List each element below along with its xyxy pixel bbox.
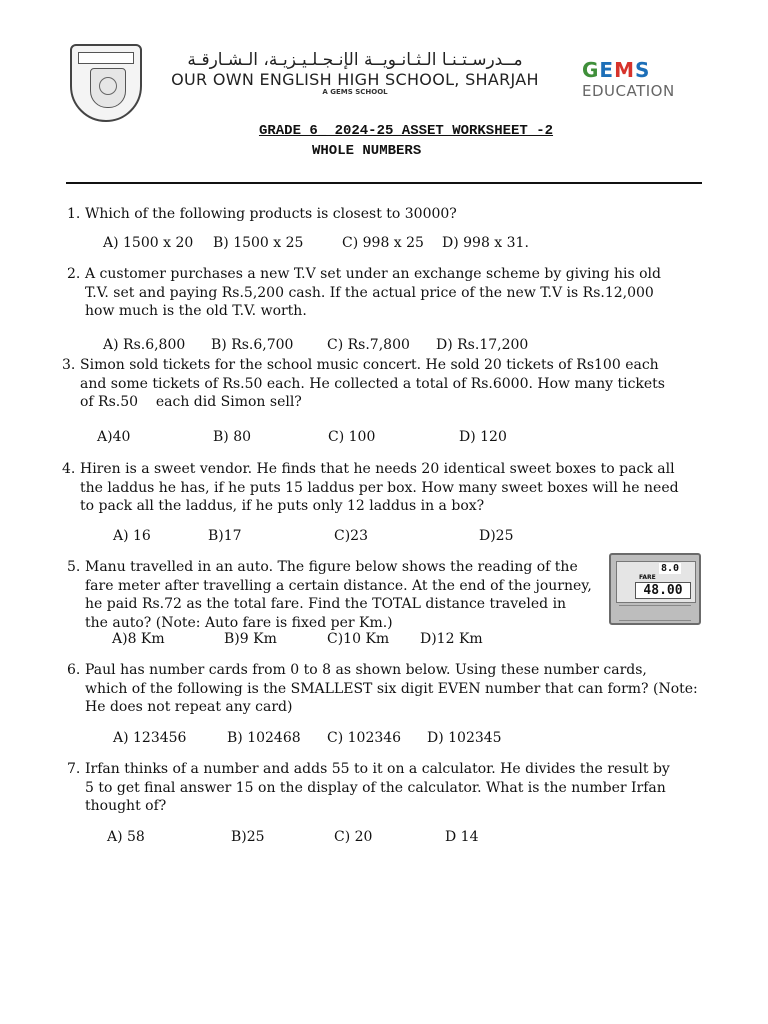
question-line: Hiren is a sweet vendor. He finds that he needs 20 identical sweet boxes to pack all: [80, 461, 675, 477]
question-line: he paid Rs.72 as the total fare. Find the TOTAL distance traveled in: [85, 596, 567, 612]
question-line: fare meter after travelling a certain distance. At the end of the journey,: [85, 577, 592, 594]
option-d: D) 102345: [427, 730, 502, 746]
option-b: B)17: [208, 528, 242, 544]
question-line: A customer purchases a new T.V set under an exchange scheme by giving his old: [85, 266, 661, 282]
question-line: and some tickets of Rs.50 each. He collected a total of Rs.6000. How many tickets: [80, 375, 665, 392]
question-line: Simon sold tickets for the school music concert. He sold 20 tickets of Rs100 each: [80, 357, 659, 373]
fare-meter-image: [609, 553, 701, 625]
question-line: Irfan thinks of a number and adds 55 to it on a calculator. He divides the result by: [85, 761, 670, 777]
header-divider: [66, 182, 702, 184]
meter-distance: 8.0: [660, 563, 679, 574]
question-line: how much is the old T.V. worth.: [85, 303, 307, 319]
option-c: C) 100: [328, 429, 376, 445]
option-a: A) 16: [113, 528, 151, 544]
question-line: to pack all the laddus, if he puts only 12 laddus in a box?: [80, 498, 485, 514]
question-number: 7.: [67, 761, 81, 777]
option-c: C) Rs.7,800: [327, 337, 410, 353]
option-a: A) 1500 x 20: [103, 235, 194, 251]
option-a: A) 123456: [113, 730, 187, 746]
option-c: C) 998 x 25: [342, 235, 424, 251]
worksheet-subtitle: WHOLE NUMBERS: [312, 143, 422, 159]
option-a: A)8 Km: [112, 631, 165, 647]
meter-amount: 48.00: [635, 582, 691, 599]
question-line: thought of?: [85, 798, 167, 814]
gems-logo: GEMS: [582, 58, 651, 82]
question-line: which of the following is the SMALLEST six digit EVEN number that can form? (Note:: [85, 680, 698, 697]
school-subtitle: A GEMS SCHOOL: [322, 88, 388, 96]
option-c: C) 102346: [327, 730, 402, 746]
option-d: D)25: [479, 528, 514, 544]
school-name-arabic: مــدرسـتـنـا الـثـانـويــة الإنـجـلـيـزيـة، الـشـارقـة: [187, 50, 523, 70]
option-c: C)10 Km: [327, 631, 390, 647]
school-name: OUR OWN ENGLISH HIGH SCHOOL, SHARJAH: [171, 70, 539, 89]
question-line: He does not repeat any card): [85, 699, 293, 715]
option-d: D) 120: [459, 429, 507, 445]
question-line: Which of the following products is closest to 30000?: [85, 206, 457, 222]
option-a: A) 58: [107, 829, 145, 845]
question-line: Manu travelled in an auto. The figure below shows the reading of the: [85, 559, 578, 575]
option-d: D) 998 x 31.: [442, 235, 529, 251]
question-number: 6.: [67, 662, 81, 678]
question-number: 4.: [62, 461, 76, 477]
option-c: C)23: [334, 528, 368, 544]
option-b: B) 1500 x 25: [213, 235, 304, 251]
question-line: of Rs.50 each did Simon sell?: [80, 394, 302, 410]
option-a: A)40: [97, 429, 131, 445]
option-d: D 14: [445, 829, 479, 845]
question-number: 5.: [67, 559, 81, 575]
question-line: 5 to get final answer 15 on the display of the calculator. What is the number Irfan: [85, 779, 666, 796]
worksheet-title: GRADE 6_ 2024-25_ASSET WORKSHEET -2: [258, 123, 554, 139]
question-number: 1.: [67, 206, 81, 222]
option-b: B)25: [231, 829, 265, 845]
question-line: Paul has number cards from 0 to 8 as shown below. Using these number cards,: [85, 662, 647, 678]
option-c: C) 20: [334, 829, 373, 845]
question-line: T.V. set and paying Rs.5,200 cash. If the actual price of the new T.V is Rs.12,000: [85, 284, 654, 301]
question-number: 3.: [62, 357, 76, 373]
question-line: the auto? (Note: Auto fare is fixed per Km.): [85, 614, 393, 631]
option-a: A) Rs.6,800: [103, 337, 186, 353]
option-d: D)12 Km: [420, 631, 483, 647]
question-number: 2.: [67, 266, 81, 282]
gems-education-text: EDUCATION: [582, 82, 675, 100]
option-b: B) 80: [213, 429, 252, 445]
option-b: B)9 Km: [224, 631, 277, 647]
school-crest-logo: [70, 44, 142, 122]
option-b: B) 102468: [227, 730, 301, 746]
question-line: the laddus he has, if he puts 15 laddus per box. How many sweet boxes will he need: [80, 479, 679, 496]
meter-fare-label: FARE: [639, 574, 656, 581]
option-d: D) Rs.17,200: [436, 337, 529, 353]
option-b: B) Rs.6,700: [211, 337, 294, 353]
